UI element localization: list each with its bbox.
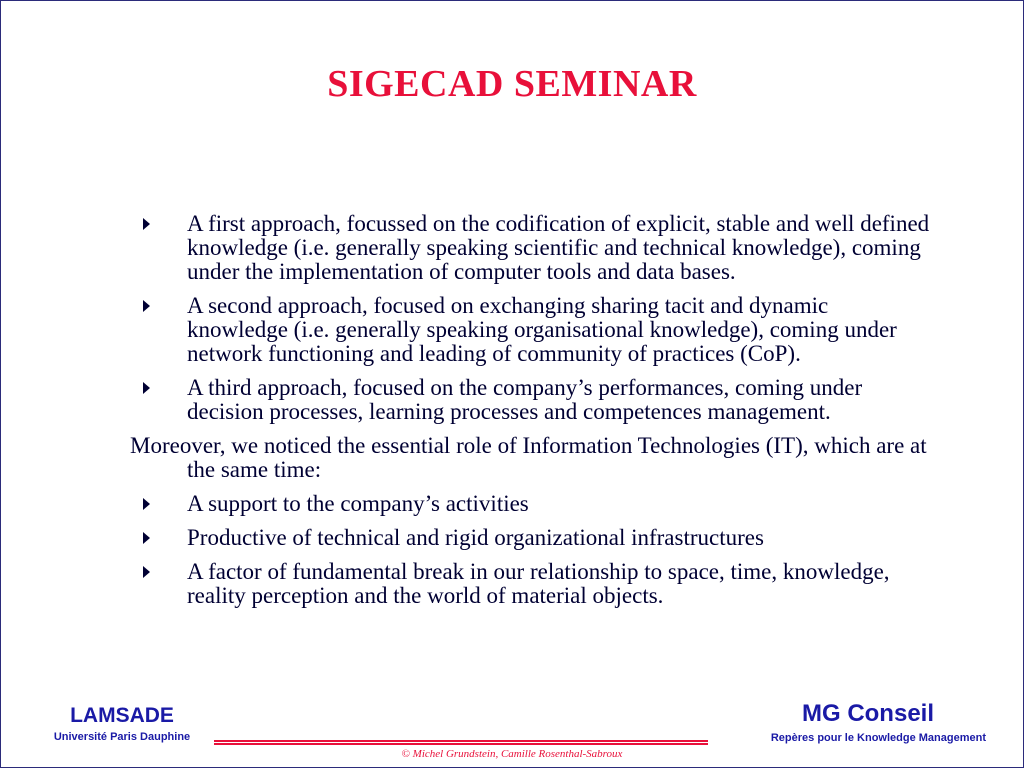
bullet-item [130,376,930,424]
bullet-text: A third approach, focused on the company’s performances, coming under decision processes, learning processes and competences management. [187,375,863,424]
right-triangle-bullet-icon [143,566,150,578]
footer-divider [214,740,708,745]
bullet-text: A support to the company’s activities [187,491,529,516]
mg-conseil-subtitle: Repères pour le Knowledge Management [770,732,986,744]
body-paragraph: Moreover, we noticed the essential role of Information Technologies (IT), which are at the same time: [130,433,927,482]
bullet-item [130,492,930,516]
university-subtitle: Université Paris Dauphine [53,731,191,743]
slide-title: SIGECAD SEMINAR [327,63,697,105]
lamsade-title: LAMSADE [70,704,174,727]
bullet-item [130,526,930,550]
right-triangle-bullet-icon [143,532,150,544]
right-triangle-bullet-icon [143,382,150,394]
footer-left-logo [32,704,212,743]
bullet-text: Productive of technical and rigid organizational infrastructures [187,525,764,550]
bullet-text: A factor of fundamental break in our relationship to space, time, knowledge, reality perception and the world of material objects. [187,559,890,608]
right-triangle-bullet-icon [143,300,150,312]
bullet-item [130,560,930,608]
bullet-text: A first approach, focussed on the codification of explicit, stable and well defined knowledge (i.e. generally speaking scientific and technical knowledge), coming under the implementation of computer tools and data bases. [187,211,930,284]
copyright-notice: © Michel Grundstein, Camille Rosenthal-Sabroux [401,748,623,760]
bullet-text: A second approach, focused on exchanging sharing tacit and dynamic knowledge (i.e. generally speaking organisational knowledge), coming under network functioning and leading of community of practices (CoP). [187,293,897,366]
footer-right-logo [771,700,986,744]
bullet-item [130,294,930,366]
bullet-item [130,212,930,284]
right-triangle-bullet-icon [143,218,150,230]
mg-conseil-title: MG Conseil [801,700,934,727]
slide-body [130,212,930,618]
right-triangle-bullet-icon [143,498,150,510]
